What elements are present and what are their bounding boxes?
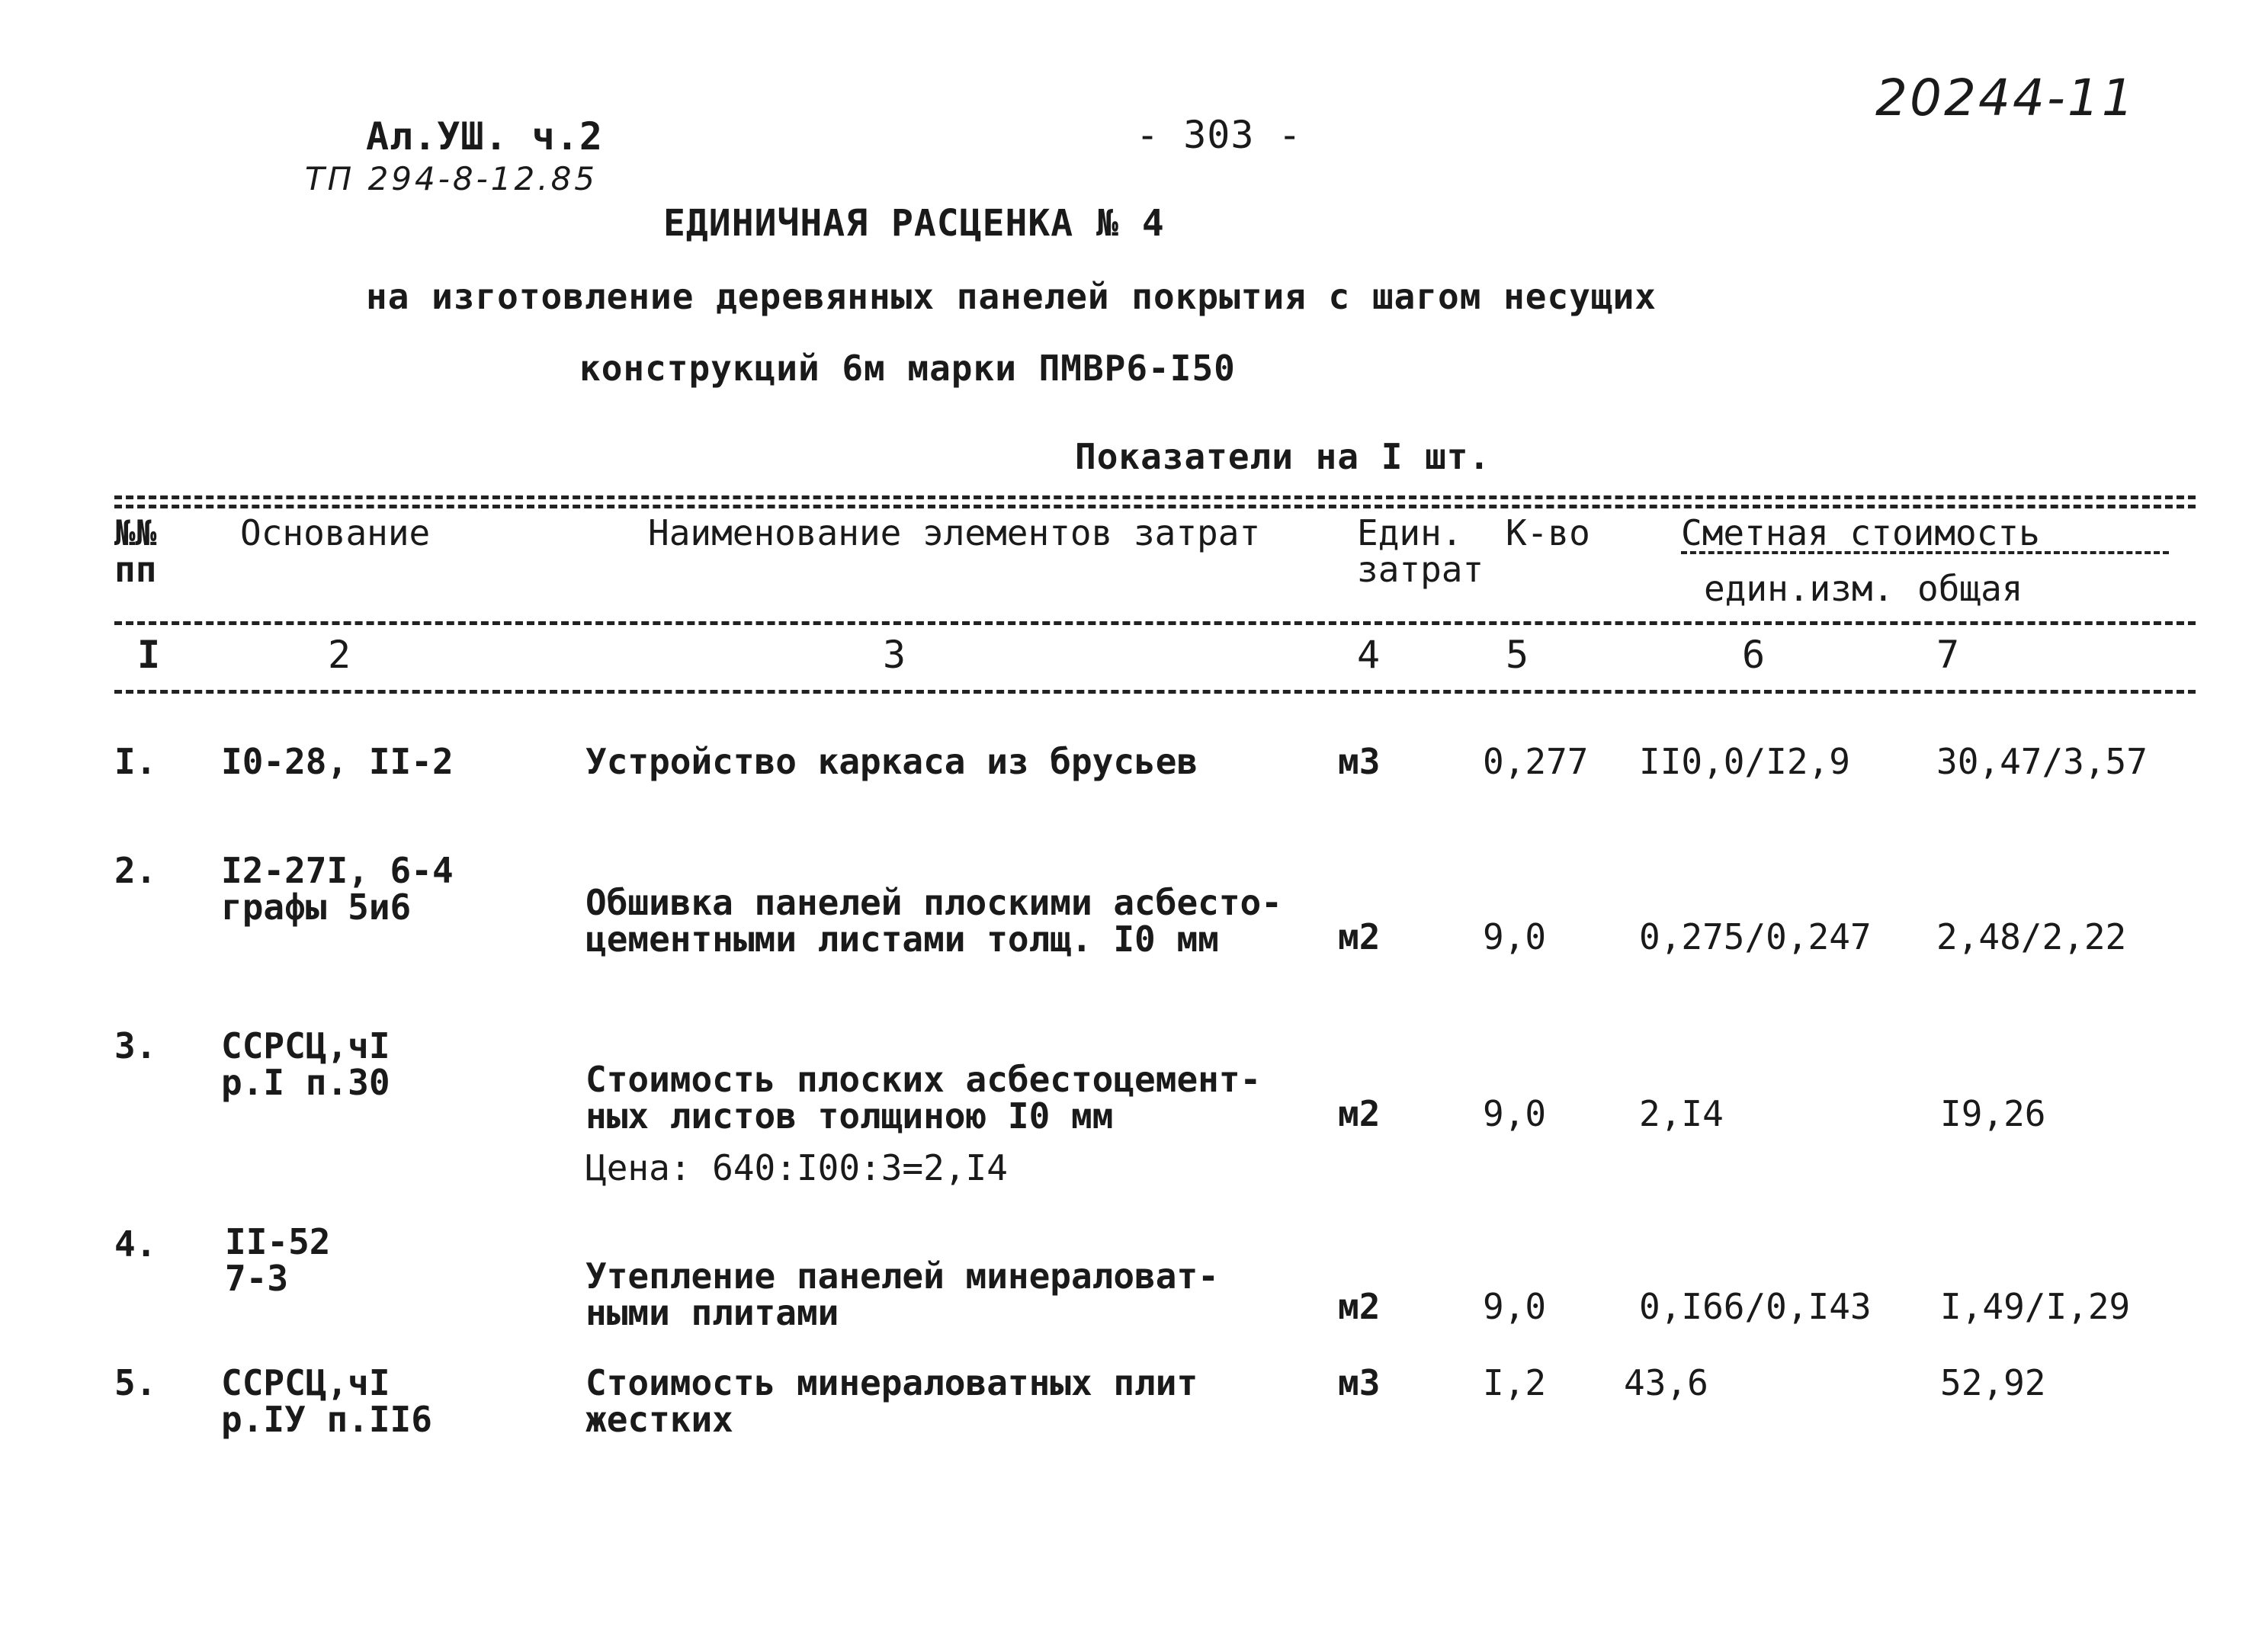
row3-unit-cost: 2,I4 <box>1639 1093 1724 1134</box>
album-reference: Ал.УШ. ч.2 <box>366 114 604 159</box>
row5-unit: м3 <box>1338 1362 1381 1403</box>
row5-unit-cost: 43,6 <box>1624 1362 1708 1403</box>
row3-price-note: Цена: 640:I00:3=2,I4 <box>585 1147 1008 1188</box>
row5-name-line2: жестких <box>585 1399 733 1440</box>
column-number-1: I <box>137 633 161 677</box>
row3-total: I9,26 <box>1940 1093 2046 1134</box>
column-number-6: 6 <box>1742 633 1766 677</box>
row1-total: 30,47/3,57 <box>1936 741 2148 782</box>
header-unit-cost: един.изм. <box>1704 568 1894 609</box>
row3-basis-line1: ССРСЦ,чI <box>221 1025 390 1066</box>
row3-quantity: 9,0 <box>1483 1093 1547 1134</box>
row1-number: I. <box>114 741 157 782</box>
row5-basis-line2: р.IУ п.II6 <box>221 1399 432 1440</box>
row1-quantity: 0,277 <box>1483 741 1589 782</box>
row4-quantity: 9,0 <box>1483 1286 1547 1327</box>
row3-number: 3. <box>114 1025 157 1066</box>
row4-number: 4. <box>114 1223 157 1265</box>
row2-quantity: 9,0 <box>1483 916 1547 957</box>
row1-unit-cost: II0,0/I2,9 <box>1639 741 1850 782</box>
row4-unit: м2 <box>1338 1286 1381 1327</box>
row3-name-line2: ных листов толщиною I0 мм <box>585 1095 1114 1137</box>
row5-basis-line1: ССРСЦ,чI <box>221 1362 390 1403</box>
row2-number: 2. <box>114 850 157 891</box>
row2-unit: м2 <box>1338 916 1381 957</box>
handwritten-code: 20244-11 <box>1875 69 2136 127</box>
header-estimated-cost: Сметная стоимость <box>1681 515 2169 554</box>
row4-basis-line2: 7-3 <box>225 1258 289 1299</box>
title-line-1: на изготовление деревянных панелей покрытия с шагом несущих <box>366 276 1657 317</box>
header-basis: Основание <box>240 512 431 553</box>
row1-unit: м3 <box>1338 741 1381 782</box>
row5-quantity: I,2 <box>1483 1362 1547 1403</box>
row3-basis-line2: р.I п.30 <box>221 1062 390 1103</box>
header-unit-line2: затрат <box>1357 549 1484 590</box>
row5-name <box>585 1364 1198 1438</box>
row3-name <box>585 1059 1262 1137</box>
row2-name-line1: Обшивка панелей плоскими асбесто- <box>585 882 1282 923</box>
project-reference: ТП 294-8-12.85 <box>305 160 598 197</box>
row4-basis-line1: II-52 <box>225 1221 331 1262</box>
row5-number: 5. <box>114 1362 157 1403</box>
row5-name-line1: Стоимость минераловатных плит <box>585 1362 1198 1403</box>
column-number-4: 4 <box>1357 633 1381 677</box>
column-number-3: 3 <box>883 633 906 677</box>
row4-total: I,49/I,29 <box>1940 1286 2131 1327</box>
row4-unit-cost: 0,I66/0,I43 <box>1639 1286 1872 1327</box>
indicators-caption: Показатели на I шт. <box>1075 436 1491 477</box>
row2-name <box>585 882 1282 960</box>
row1-basis: I0-28, II-2 <box>221 741 454 782</box>
header-bottom-rule <box>114 621 2196 625</box>
header-unit-line1: Един. <box>1357 512 1463 553</box>
page-number: - 303 - <box>1136 113 1302 157</box>
column-number-5: 5 <box>1506 633 1529 677</box>
row2-basis-line1: I2-27I, 6-4 <box>221 850 454 891</box>
table-top-rule-2 <box>114 505 2196 508</box>
column-number-rule <box>114 690 2196 694</box>
column-number-7: 7 <box>1936 633 1960 677</box>
header-total-cost: общая <box>1917 568 2023 609</box>
column-number-2: 2 <box>328 633 351 677</box>
row3-basis <box>221 1025 390 1103</box>
header-number-line1: №№ <box>114 512 157 553</box>
document-heading: ЕДИНИЧНАЯ РАСЦЕНКА № 4 <box>663 202 1165 245</box>
row4-name <box>585 1255 1219 1333</box>
header-cost-elements: Наименование элементов затрат <box>648 512 1261 553</box>
row5-total: 52,92 <box>1940 1362 2046 1403</box>
table-top-rule <box>114 495 2196 499</box>
row4-name-line2: ными плитами <box>585 1292 839 1333</box>
row4-basis <box>225 1223 330 1297</box>
row2-basis-line2: графы 5и6 <box>221 887 412 928</box>
row2-total: 2,48/2,22 <box>1936 916 2127 957</box>
header-number-line2: пп <box>114 549 157 590</box>
row5-basis <box>221 1364 432 1438</box>
row2-name-line2: цементными листами толщ. I0 мм <box>585 919 1219 960</box>
header-quantity: К-во <box>1506 512 1590 553</box>
row3-unit: м2 <box>1338 1093 1381 1134</box>
header-unit <box>1357 512 1484 590</box>
header-number <box>114 512 157 590</box>
row3-name-line1: Стоимость плоских асбестоцемент- <box>585 1059 1262 1100</box>
row2-basis <box>221 850 454 928</box>
row1-name: Устройство каркаса из брусьев <box>585 741 1198 782</box>
title-line-2: конструкций 6м марки ПМВР6-I50 <box>579 348 1236 389</box>
row4-name-line1: Утепление панелей минераловат- <box>585 1255 1219 1297</box>
row2-unit-cost: 0,275/0,247 <box>1639 916 1872 957</box>
